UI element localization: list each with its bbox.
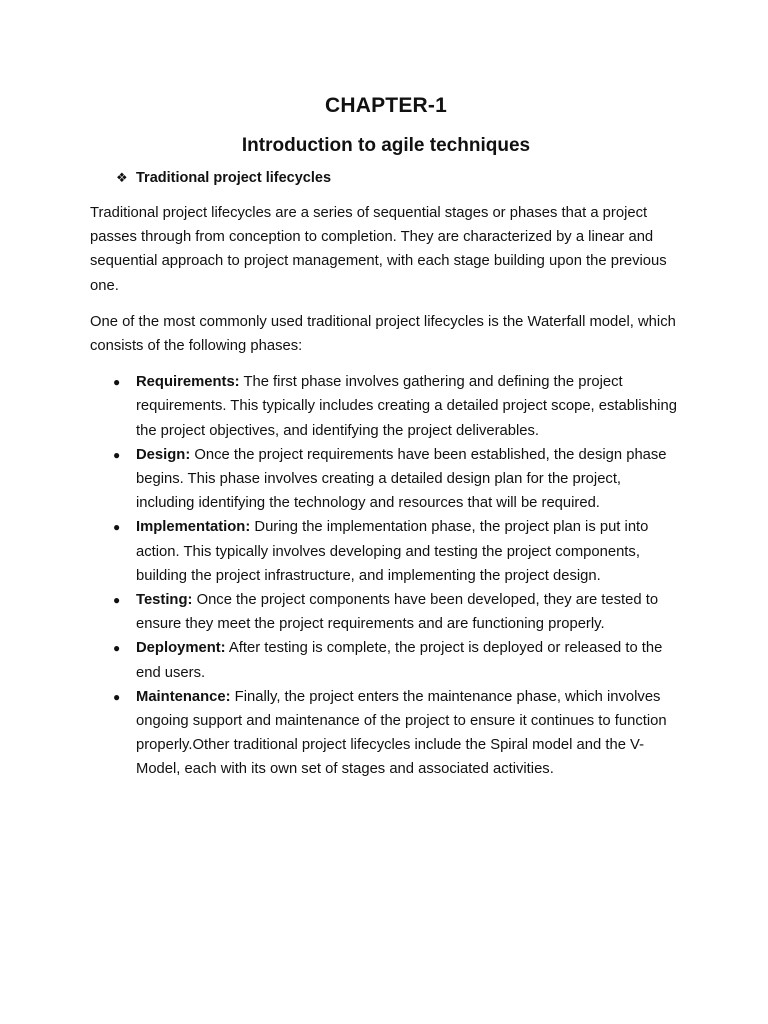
phase-description: Finally, the project enters the maintenance phase, which involves ongoing support and maintenance of the project to ensure it continues to function properly.Other traditional project lifecycles include the Spiral model and the V-Model, each with its own set of stages and associated activities.: [136, 688, 667, 778]
phase-description: Once the project components have been developed, they are tested to ensure they meet the project requirements and are functioning properly.: [136, 592, 659, 633]
section-heading: [116, 167, 682, 189]
bullet-icon: ●: [113, 520, 121, 535]
phase-description: After testing is complete, the project is deployed or released to the end users.: [136, 640, 663, 681]
phase-term: Testing:: [136, 592, 193, 609]
bullet-icon: ●: [113, 447, 121, 462]
bullet-icon: ●: [113, 375, 121, 390]
phase-description: During the implementation phase, the project plan is put into action. This typically involves developing and testing the project components, building the project infrastructure, and implementing the project design.: [136, 519, 649, 584]
bullet-icon: ●: [113, 689, 121, 704]
list-item: [90, 443, 682, 516]
phase-term: Design:: [136, 446, 191, 463]
chapter-heading: CHAPTER-1: [325, 94, 447, 117]
phase-term: Requirements:: [136, 374, 240, 391]
phase-term: Deployment:: [136, 640, 226, 657]
list-item: [90, 515, 682, 588]
bullet-icon: ●: [113, 593, 121, 608]
section-heading-label: Traditional project lifecycles: [136, 170, 332, 186]
phase-description: The first phase involves gathering and defining the project requirements. This typically includes creating a detailed project scope, establishing the project objectives, and identifying the project deliverables.: [136, 374, 677, 439]
waterfall-paragraph: One of the most commonly used traditional project lifecycles is the Waterfall model, which consists of the following phases:: [90, 313, 676, 355]
list-item: [90, 370, 682, 443]
list-item: [90, 636, 682, 684]
document-page: [90, 92, 682, 782]
chapter-title: Introduction to agile techniques: [241, 135, 531, 156]
list-item: [90, 685, 682, 782]
phase-description: Once the project requirements have been established, the design phase begins. This phase involves creating a detailed design plan for the project, including identifying the technology and resources that will be required.: [136, 446, 667, 512]
phase-term: Maintenance:: [136, 688, 231, 705]
bullet-icon: ●: [113, 641, 121, 656]
list-item: [90, 588, 682, 636]
phase-term: Implementation:: [136, 519, 251, 536]
diamond-bullet-icon: ❖: [116, 170, 128, 185]
intro-paragraph: Traditional project lifecycles are a series of sequential stages or phases that a project passes through from conception to completion. They are characterized by a linear and sequential approach to project management, with each stage building upon the previous one.: [90, 205, 667, 294]
phase-list: [90, 370, 682, 781]
